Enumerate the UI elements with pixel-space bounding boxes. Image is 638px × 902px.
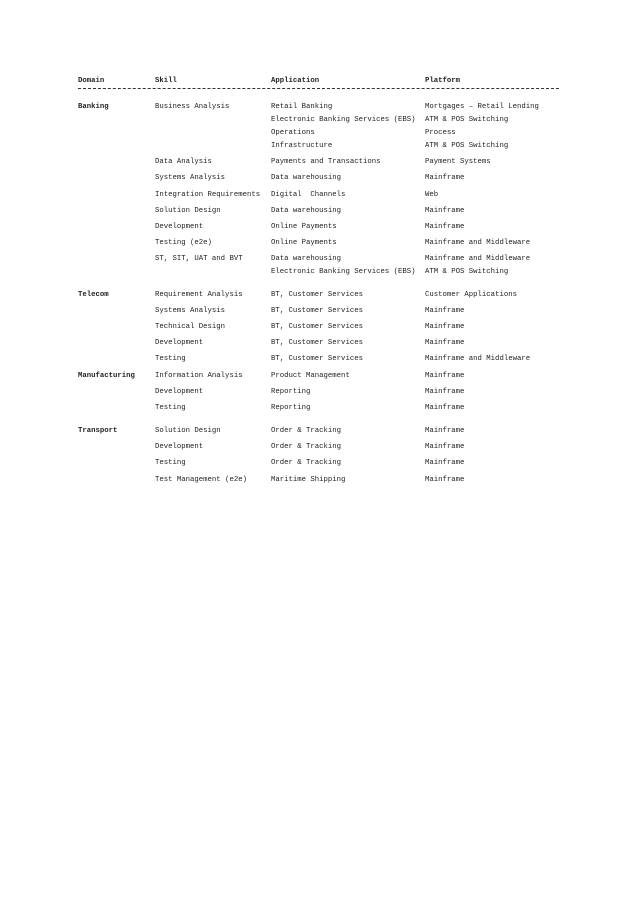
application-line: Data warehousing: [271, 207, 342, 215]
application-line: Payments and Transactions: [271, 158, 381, 166]
application-line: Product Management: [271, 372, 350, 380]
application-line: Online Payments: [271, 223, 337, 231]
platform-cell: [425, 306, 464, 319]
application-cell: [271, 238, 337, 251]
platform-line: Mainframe: [425, 459, 465, 467]
application-cell: [271, 290, 363, 303]
application-line: Online Payments: [271, 239, 337, 247]
skill-cell: Data Analysis: [155, 158, 212, 166]
platform-cell: [425, 387, 464, 400]
skill-cell: Systems Analysis: [155, 307, 226, 315]
application-line: Retail Banking: [271, 103, 333, 111]
application-cell: [271, 442, 341, 455]
skill-cell: Development: [155, 388, 204, 396]
skill-cell: Requirement Analysis: [155, 291, 243, 299]
platform-line: Mainframe: [425, 388, 465, 396]
domain-cell: Transport: [78, 427, 118, 435]
application-line: Order & Tracking: [271, 427, 342, 435]
header-divider: [78, 88, 559, 89]
skill-cell: Testing: [155, 355, 186, 363]
application-cell: [271, 403, 310, 416]
application-line: Digital Channels: [271, 191, 346, 199]
application-cell: [271, 322, 363, 335]
platform-line: ATM & POS Switching: [425, 268, 509, 276]
domain-cell: Manufacturing: [78, 372, 135, 380]
platform-line: Mainframe: [425, 443, 465, 451]
platform-line: Mainframe: [425, 339, 465, 347]
platform-line: Mainframe: [425, 174, 465, 182]
application-cell: [271, 426, 341, 439]
application-line: BT, Customer Services: [271, 291, 363, 299]
platform-cell: [425, 322, 464, 335]
skill-cell: Development: [155, 443, 204, 451]
application-line: Infrastructure: [271, 142, 333, 150]
application-line: BT, Customer Services: [271, 307, 363, 315]
platform-line: Mainframe: [425, 207, 465, 215]
skill-cell: Test Management (e2e): [155, 476, 247, 484]
application-line: Data warehousing: [271, 255, 342, 263]
platform-cell: [425, 354, 530, 367]
platform-cell: [425, 190, 438, 203]
platform-line: Mainframe: [425, 476, 465, 484]
platform-cell: [425, 102, 539, 154]
platform-line: Customer Applications: [425, 291, 517, 299]
skill-cell: Business Analysis: [155, 103, 230, 111]
platform-line: Web: [425, 191, 439, 199]
skill-cell: Testing (e2e): [155, 239, 212, 247]
skill-cell: Solution Design: [155, 427, 221, 435]
platform-line: ATM & POS Switching: [425, 142, 509, 150]
application-line: BT, Customer Services: [271, 355, 363, 363]
application-cell: [271, 157, 380, 170]
platform-line: Mortgages – Retail Lending: [425, 103, 539, 111]
platform-line: Mainframe: [425, 307, 465, 315]
platform-cell: [425, 206, 464, 219]
application-cell: [271, 102, 416, 154]
table-header: [0, 76, 638, 86]
skill-cell: Development: [155, 339, 204, 347]
platform-line: Process: [425, 129, 456, 137]
application-line: Maritime Shipping: [271, 476, 346, 484]
skill-cell: Solution Design: [155, 207, 221, 215]
platform-cell: [425, 458, 464, 471]
skill-cell: Technical Design: [155, 323, 226, 331]
platform-line: ATM & POS Switching: [425, 116, 509, 124]
platform-cell: [425, 238, 530, 251]
application-cell: [271, 371, 350, 384]
platform-line: Payment Systems: [425, 158, 491, 166]
skill-cell: Information Analysis: [155, 372, 243, 380]
platform-cell: [425, 173, 464, 186]
application-cell: [271, 173, 341, 186]
platform-cell: [425, 157, 491, 170]
application-cell: [271, 306, 363, 319]
application-cell: [271, 458, 341, 471]
platform-cell: [425, 338, 464, 351]
platform-cell: [425, 403, 464, 416]
platform-cell: [425, 442, 464, 455]
skill-cell: Development: [155, 223, 204, 231]
application-line: Data warehousing: [271, 174, 342, 182]
platform-line: Mainframe: [425, 372, 465, 380]
application-cell: [271, 190, 345, 203]
domain-cell: Banking: [78, 103, 109, 111]
application-cell: [271, 222, 337, 235]
application-line: Operations: [271, 129, 315, 137]
platform-cell: [425, 222, 464, 235]
platform-line: Mainframe: [425, 427, 465, 435]
platform-cell: [425, 371, 464, 384]
platform-cell: [425, 290, 517, 303]
platform-line: Mainframe: [425, 223, 465, 231]
application-cell: [271, 338, 363, 351]
domain-cell: Telecom: [78, 291, 109, 299]
application-line: BT, Customer Services: [271, 339, 363, 347]
platform-line: Mainframe: [425, 404, 465, 412]
platform-line: Mainframe and Middleware: [425, 255, 531, 263]
application-line: Electronic Banking Services (EBS): [271, 268, 416, 276]
skill-cell: Integration Requirements: [155, 191, 261, 199]
application-cell: [271, 475, 345, 488]
platform-cell: [425, 475, 464, 488]
header-platform: Platform: [425, 77, 461, 85]
header-skill: Skill: [155, 77, 177, 85]
skill-cell: Testing: [155, 459, 186, 467]
platform-line: Mainframe and Middleware: [425, 355, 531, 363]
application-cell: [271, 254, 416, 280]
application-line: Order & Tracking: [271, 443, 342, 451]
skill-cell: Testing: [155, 404, 186, 412]
platform-line: Mainframe and Middleware: [425, 239, 531, 247]
platform-cell: [425, 254, 530, 280]
header-domain: Domain: [78, 77, 105, 85]
application-line: BT, Customer Services: [271, 323, 363, 331]
platform-cell: [425, 426, 464, 439]
application-line: Reporting: [271, 404, 311, 412]
application-line: Order & Tracking: [271, 459, 342, 467]
application-line: Electronic Banking Services (EBS): [271, 116, 416, 124]
application-cell: [271, 354, 363, 367]
platform-line: Mainframe: [425, 323, 465, 331]
header-application: Application: [271, 77, 320, 85]
skill-cell: ST, SIT, UAT and BVT: [155, 255, 243, 263]
application-cell: [271, 387, 310, 400]
skill-cell: Systems Analysis: [155, 174, 226, 182]
application-line: Reporting: [271, 388, 311, 396]
application-cell: [271, 206, 341, 219]
